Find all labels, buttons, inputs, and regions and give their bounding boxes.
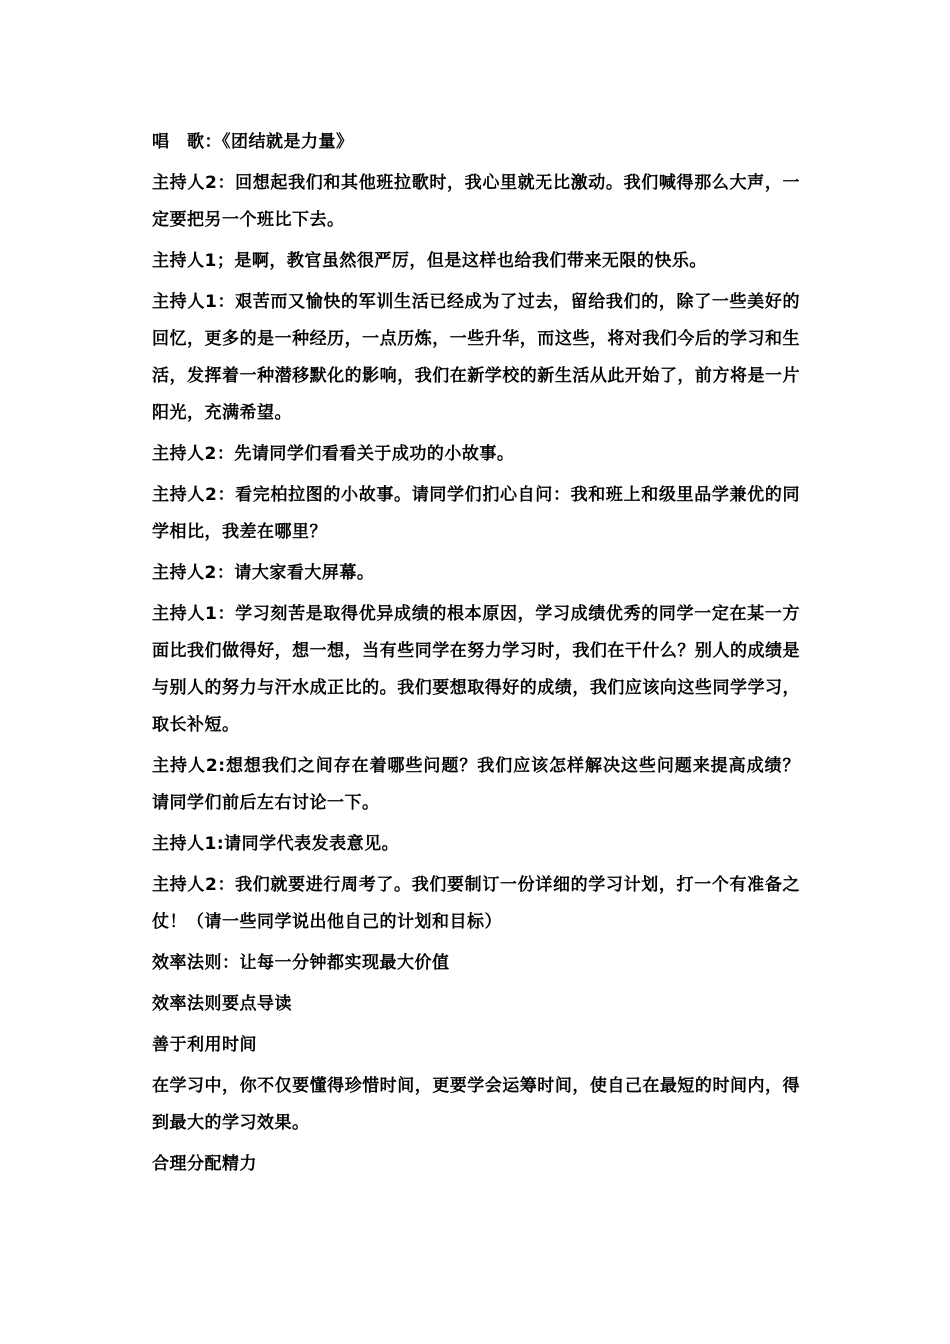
paragraph-song-title: 唱 歌：《团结就是力量》 (152, 132, 354, 152)
paragraph-efficiency-rule: 效率法则：让每一分钟都实现最大价值 (152, 953, 450, 973)
paragraph-host2-big-screen: 主持人2：请大家看大屏幕。 (152, 563, 375, 583)
document-page (152, 124, 800, 1183)
paragraph-host2-recall: 主持人2：回想起我们和其他班拉歌时，我心里就无比激动。我们喊得那么大声，一定要把另一个班比下去。 (152, 173, 800, 230)
paragraph-host2-success-story: 主持人2：先请同学们看看关于成功的小故事。 (152, 444, 515, 464)
paragraph-energy-allocation: 合理分配精力 (152, 1154, 257, 1174)
paragraph-host2-discussion: 主持人2:想想我们之间存在着哪些问题？我们应该怎样解决这些问题来提高成绩？请同学们前后左右讨论一下。 (152, 756, 800, 813)
paragraph-host2-plato: 主持人2：看完柏拉图的小故事。请同学们扪心自问：我和班上和级里品学兼优的同学相比，我差在哪里？ (152, 485, 800, 542)
paragraph-host1-hard-work: 主持人1：学习刻苦是取得优异成绩的根本原因，学习成绩优秀的同学一定在某一方面比我们做得好，想一想，当有些同学在努力学习时，我们在干什么？别人的成绩是与别人的努力与汗水成正比的。我们要想取得好的成绩，我们应该向这些同学学习，取长补短。 (152, 604, 800, 735)
paragraph-host1-instructor: 主持人1；是啊，教官虽然很严厉，但是这样也给我们带来无限的快乐。 (152, 251, 707, 271)
paragraph-time-management: 在学习中，你不仅要懂得珍惜时间，更要学会运筹时间，使自己在最短的时间内，得到最大的学习效果。 (152, 1076, 800, 1133)
paragraph-use-time: 善于利用时间 (152, 1035, 257, 1055)
paragraph-host2-weekly-exam: 主持人2：我们就要进行周考了。我们要制订一份详细的学习计划，打一个有准备之仗！（请一些同学说出他自己的计划和目标） (152, 875, 800, 932)
paragraph-efficiency-guide: 效率法则要点导读 (152, 994, 292, 1014)
paragraph-host1-opinions: 主持人1:请同学代表发表意见。 (152, 834, 400, 854)
paragraph-host1-military-training: 主持人1：艰苦而又愉快的军训生活已经成为了过去，留给我们的，除了一些美好的回忆，更多的是一种经历，一点历炼，一些升华，而这些，将对我们今后的学习和生活，发挥着一种潜移默化的影响，我们在新学校的新生活从此开始了，前方将是一片阳光，充满希望。 (152, 292, 800, 423)
